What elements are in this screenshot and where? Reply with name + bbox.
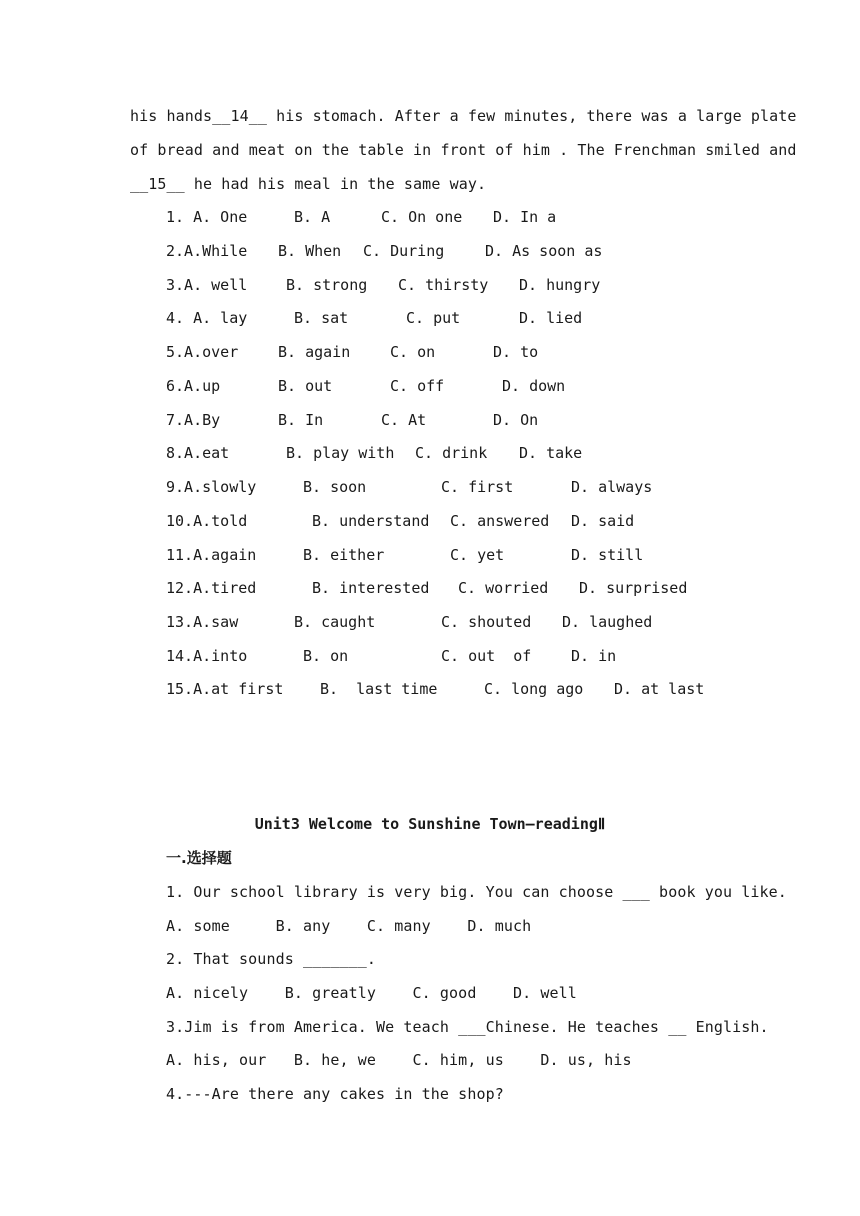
option-c: C. thirsty [398, 276, 489, 294]
section-heading: 一.选择题 [166, 849, 232, 867]
option-d: D. at last [614, 680, 705, 698]
option-b: B. strong [286, 276, 368, 294]
option-b: B. play with [286, 444, 395, 462]
option-row [166, 308, 766, 328]
passage-line: of bread and meat on the table in front of him . The Frenchman smiled and [130, 141, 797, 159]
option-a: 11.A.again [166, 546, 257, 564]
question-line: 1. Our school library is very big. You can choose ___ book you like. [166, 883, 787, 901]
option-b: B. interested [312, 579, 430, 597]
option-d: D. On [493, 411, 539, 429]
option-row [166, 578, 766, 598]
option-a: 2.A.While [166, 242, 248, 260]
option-a: 7.A.By [166, 411, 221, 429]
option-row [166, 545, 766, 565]
option-row [166, 443, 766, 463]
option-a: 5.A.over [166, 343, 239, 361]
option-b: B. caught [294, 613, 376, 631]
option-d: D. take [519, 444, 583, 462]
option-row [166, 275, 766, 295]
option-c: C. worried [458, 579, 549, 597]
option-d: D. surprised [579, 579, 688, 597]
passage-line: his hands__14__ his stomach. After a few minutes, there was a large plate [130, 107, 797, 125]
option-b: B. again [278, 343, 351, 361]
option-b: B. In [278, 411, 324, 429]
option-c: C. yet [450, 546, 505, 564]
question-line: 2. That sounds _______. [166, 950, 377, 968]
option-b: B. on [303, 647, 349, 665]
option-a: 3.A. well [166, 276, 248, 294]
option-c: C. answered [450, 512, 550, 530]
option-c: C. on [390, 343, 436, 361]
answer-options: A. some B. any C. many D. much [166, 917, 532, 935]
option-c: C. out of [441, 647, 532, 665]
option-b: B. A [294, 208, 331, 226]
option-c: C. At [381, 411, 427, 429]
option-row [166, 646, 766, 666]
option-d: D. always [571, 478, 653, 496]
option-a: 15.A.at first [166, 680, 284, 698]
question-line: 3.Jim is from America. We teach ___Chinese. He teaches __ English. [166, 1018, 769, 1036]
option-a: 14.A.into [166, 647, 248, 665]
answer-options: A. his, our B. he, we C. him, us D. us, his [166, 1051, 632, 1069]
option-row [166, 376, 766, 396]
option-a: 8.A.eat [166, 444, 230, 462]
passage-line: __15__ he had his meal in the same way. [130, 175, 487, 193]
option-a: 4. A. lay [166, 309, 248, 327]
option-d: D. down [502, 377, 566, 395]
option-b: B. either [303, 546, 385, 564]
option-row [166, 511, 766, 531]
option-c: C. first [441, 478, 514, 496]
option-row [166, 410, 766, 430]
option-d: D. still [571, 546, 644, 564]
option-c: C. off [390, 377, 445, 395]
option-b: B. sat [294, 309, 349, 327]
option-c: C. long ago [484, 680, 584, 698]
option-c: C. drink [415, 444, 488, 462]
unit-title: Unit3 Welcome to Sunshine Town—readingⅡ [254, 815, 606, 833]
question-line: 4.---Are there any cakes in the shop? [166, 1085, 504, 1103]
option-c: C. put [406, 309, 461, 327]
option-row [166, 207, 766, 227]
option-d: D. laughed [562, 613, 653, 631]
option-c: C. shouted [441, 613, 532, 631]
option-a: 9.A.slowly [166, 478, 257, 496]
option-a: 10.A.told [166, 512, 248, 530]
option-a: 1. A. One [166, 208, 248, 226]
option-b: B. soon [303, 478, 367, 496]
option-a: 12.A.tired [166, 579, 257, 597]
option-d: D. to [493, 343, 539, 361]
option-d: D. in [571, 647, 617, 665]
option-row [166, 679, 766, 699]
option-a: 6.A.up [166, 377, 221, 395]
option-c: C. During [363, 242, 445, 260]
option-b: B. last time [320, 680, 438, 698]
option-row [166, 342, 766, 362]
answer-options: A. nicely B. greatly C. good D. well [166, 984, 577, 1002]
option-b: B. understand [312, 512, 430, 530]
option-d: D. hungry [519, 276, 601, 294]
option-d: D. said [571, 512, 635, 530]
option-d: D. In a [493, 208, 557, 226]
option-a: 13.A.saw [166, 613, 239, 631]
option-d: D. lied [519, 309, 583, 327]
option-row [166, 241, 766, 261]
option-b: B. out [278, 377, 333, 395]
option-d: D. As soon as [485, 242, 603, 260]
option-b: B. When [278, 242, 342, 260]
option-row [166, 477, 766, 497]
option-row [166, 612, 766, 632]
option-c: C. On one [381, 208, 463, 226]
